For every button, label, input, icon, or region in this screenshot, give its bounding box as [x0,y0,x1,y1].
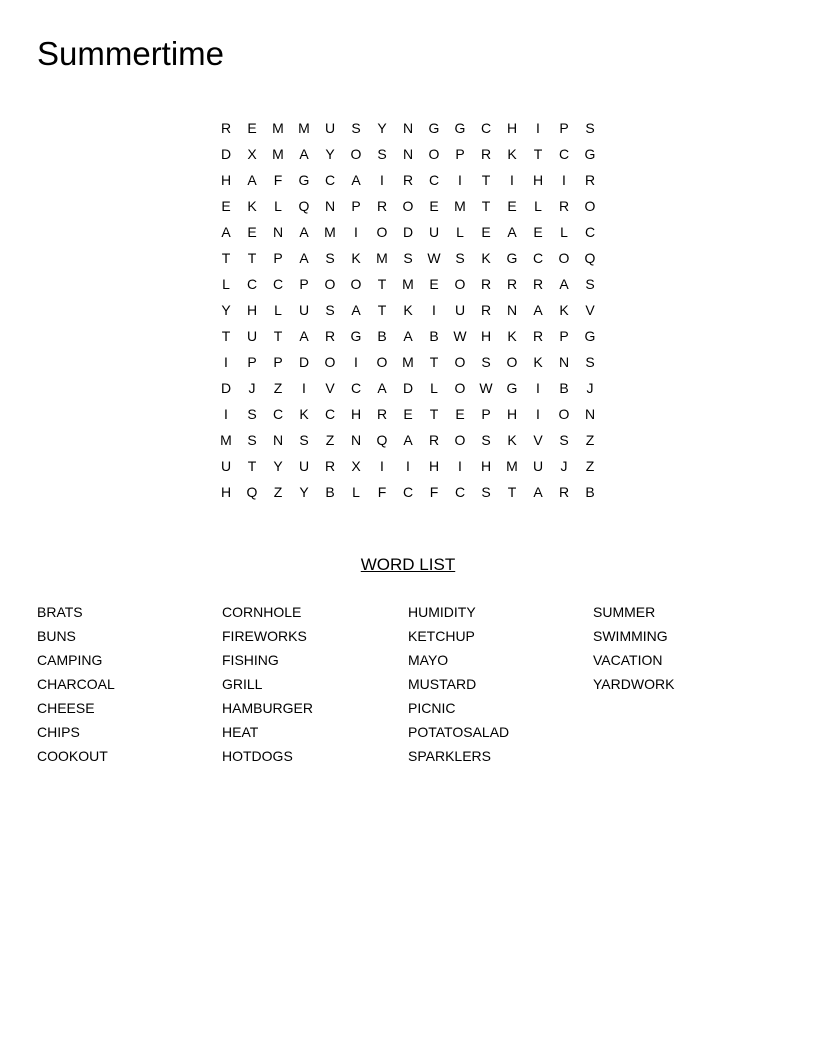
grid-letter: L [274,198,282,214]
word-list-item: COOKOUT [37,748,108,764]
word-list-heading: WORD LIST [360,555,456,574]
grid-letter: O [454,276,466,292]
grid-letter: I [380,172,384,188]
grid-letter: T [221,250,231,266]
grid-letter: T [377,276,387,292]
grid-letter: J [586,380,594,396]
grid-letter: S [585,276,595,292]
grid-letter: E [429,198,439,214]
grid-letter: O [376,224,388,240]
grid-letter: A [533,302,543,318]
grid-letter: H [480,328,492,344]
grid-letter: E [429,276,439,292]
grid-letter: O [454,380,466,396]
grid-letter: R [428,432,440,448]
grid-letter: T [481,172,491,188]
page-title: Summertime [37,35,225,72]
word-list-column-3 [408,600,588,768]
grid-letter: S [455,250,465,266]
grid-letter: M [402,276,414,292]
grid-letter: N [324,198,336,214]
grid-letter: J [560,458,568,474]
grid-letter: U [428,224,440,240]
grid-letter: I [536,380,540,396]
grid-letter: U [220,458,232,474]
grid-letter: W [479,380,493,396]
grid-letter: A [299,328,309,344]
grid-letter: M [324,224,336,240]
grid-letter: R [324,328,336,344]
grid-letter: K [247,198,257,214]
grid-letter: A [351,172,361,188]
grid-letter: D [220,380,232,396]
grid-letter: C [350,380,362,396]
grid-letter: U [532,458,544,474]
grid-letter: P [299,276,309,292]
grid-letter: C [480,120,492,136]
grid-letter: M [376,250,388,266]
grid-letter: G [506,380,518,396]
grid-letter: A [299,250,309,266]
grid-letter: R [558,198,570,214]
grid-letter: B [429,328,439,344]
grid-letter: H [350,406,362,422]
grid-letter: E [403,406,413,422]
grid-letter: U [324,120,336,136]
grid-letter: U [246,328,258,344]
grid-letter: L [352,484,360,500]
grid-letter: R [480,146,492,162]
grid-letter: O [584,198,596,214]
grid-letter: C [324,172,336,188]
grid-letter: A [299,224,309,240]
grid-letter: R [532,328,544,344]
grid-letter: A [247,172,257,188]
grid-letter: E [507,198,517,214]
grid-letter: K [351,250,361,266]
grid-letter: L [430,380,438,396]
grid-letter: A [559,276,569,292]
grid-letter: A [351,302,361,318]
grid-letter: H [506,406,518,422]
grid-letter: O [350,276,362,292]
grid-letter: O [558,406,570,422]
grid-letter: C [324,406,336,422]
grid-letter: O [454,432,466,448]
grid-letter: N [272,224,284,240]
grid-letter: S [481,484,491,500]
grid-letter: S [325,250,335,266]
grid-letter: A [299,146,309,162]
grid-letter: F [429,484,439,500]
grid-letter: Q [298,198,310,214]
grid-letter: C [558,146,570,162]
grid-letter: S [481,354,491,370]
grid-letter: H [428,458,440,474]
grid-letter: N [272,432,284,448]
word-list-item: FISHING [222,652,279,668]
word-list-item: VACATION [593,652,663,668]
grid-letter: I [536,406,540,422]
grid-letter: Z [273,484,283,500]
grid-letter: R [480,302,492,318]
grid-letter: I [406,458,410,474]
grid-letter: K [507,146,517,162]
grid-letter: S [585,354,595,370]
grid-letter: S [351,120,361,136]
grid-letter: W [427,250,441,266]
grid-letter: T [247,250,257,266]
grid-letter: P [455,146,465,162]
grid-letter: P [247,354,257,370]
grid-letter: D [402,224,414,240]
grid-letter: O [402,198,414,214]
word-list-item: CORNHOLE [222,604,302,620]
grid-letter: I [224,406,228,422]
word-list-item: MUSTARD [408,676,477,692]
grid-letter: R [220,120,232,136]
grid-letter: C [272,276,284,292]
grid-letter: S [377,146,387,162]
grid-letter: O [324,276,336,292]
grid-letter: V [533,432,543,448]
grid-letter: K [403,302,413,318]
word-list-item: CHEESE [37,700,95,716]
grid-letter: C [584,224,596,240]
grid-letter: L [456,224,464,240]
grid-letter: A [403,432,413,448]
grid-letter: Y [221,302,231,318]
grid-letter: X [247,146,257,162]
grid-letter: F [377,484,387,500]
grid-letter: Q [246,484,258,500]
grid-letter: G [584,328,596,344]
grid-letter: M [506,458,518,474]
grid-letter: T [533,146,543,162]
grid-letter: L [560,224,568,240]
word-list-column-4 [593,600,773,696]
grid-letter: Z [585,432,595,448]
word-list-item: GRILL [222,676,263,692]
grid-letter: T [273,328,283,344]
word-list-column-2 [222,600,402,768]
grid-letter: I [458,458,462,474]
grid-letter: S [299,432,309,448]
grid-letter: E [481,224,491,240]
grid-letter: O [324,354,336,370]
word-list-item: HAMBURGER [222,700,314,716]
grid-letter: H [532,172,544,188]
grid-letter: R [376,406,388,422]
grid-letter: K [507,432,517,448]
grid-letter: H [246,302,258,318]
word-list-item: CAMPING [37,652,103,668]
grid-letter: R [558,484,570,500]
grid-letter: V [585,302,595,318]
word-list-column-1 [37,600,217,768]
grid-letter: J [248,380,256,396]
grid-letter: P [273,250,283,266]
grid-letter: K [533,354,543,370]
word-search-grid [213,115,603,505]
grid-letter: P [559,120,569,136]
grid-letter: S [559,432,569,448]
grid-letter: E [455,406,465,422]
word-list-item: YARDWORK [593,676,675,692]
word-list-item: CHIPS [37,724,80,740]
grid-letter: R [324,458,336,474]
grid-letter: M [272,146,284,162]
grid-letter: E [221,198,231,214]
grid-letter: T [481,198,491,214]
grid-letter: T [377,302,387,318]
grid-letter: C [428,172,440,188]
word-list-item: MAYO [408,652,449,668]
word-list-item: BRATS [37,604,83,620]
grid-letter: T [247,458,257,474]
grid-letter: U [298,302,310,318]
grid-letter: N [402,120,414,136]
grid-letter: N [506,302,518,318]
grid-letter: G [584,146,596,162]
grid-letter: A [403,328,413,344]
grid-letter: T [221,328,231,344]
grid-letter: A [533,484,543,500]
grid-letter: Y [299,484,309,500]
grid-letter: G [454,120,466,136]
word-list-item: CHARCOAL [37,676,115,692]
word-list-item: KETCHUP [408,628,475,644]
grid-letter: G [506,250,518,266]
grid-letter: Y [325,146,335,162]
grid-letter: R [532,276,544,292]
grid-letter: I [302,380,306,396]
grid-letter: C [454,484,466,500]
grid-letter: C [532,250,544,266]
grid-letter: I [562,172,566,188]
grid-letter: S [247,432,257,448]
grid-letter: P [559,328,569,344]
grid-letter: D [220,146,232,162]
grid-letter: O [506,354,518,370]
grid-letter: M [220,432,232,448]
grid-letter: G [350,328,362,344]
grid-letter: O [454,354,466,370]
grid-letter: H [480,458,492,474]
grid-letter: O [558,250,570,266]
grid-letter: H [506,120,518,136]
grid-letter: C [246,276,258,292]
grid-letter: L [274,302,282,318]
grid-letter: W [453,328,467,344]
grid-letter: H [220,172,232,188]
grid-letter: E [247,120,257,136]
grid-letter: D [298,354,310,370]
grid-letter: S [403,250,413,266]
word-list-item: HOTDOGS [222,748,293,764]
grid-letter: I [510,172,514,188]
grid-letter: B [559,380,569,396]
grid-letter: A [221,224,231,240]
grid-letter: Z [325,432,335,448]
word-list-item: POTATOSALAD [408,724,510,740]
grid-letter: K [481,250,491,266]
word-list-item: PICNIC [408,700,456,716]
grid-letter: E [533,224,543,240]
grid-letter: E [247,224,257,240]
grid-letter: R [376,198,388,214]
grid-letter: Q [376,432,388,448]
grid-letter: B [377,328,387,344]
grid-letter: N [558,354,570,370]
word-list-item: SUMMER [593,604,656,620]
grid-letter: I [380,458,384,474]
grid-letter: R [506,276,518,292]
grid-letter: S [585,120,595,136]
grid-letter: L [534,198,542,214]
word-list-item: BUNS [37,628,76,644]
grid-letter: L [222,276,230,292]
grid-letter: Y [273,458,283,474]
grid-letter: V [325,380,335,396]
grid-letter: T [507,484,517,500]
word-list-item: HUMIDITY [408,604,476,620]
grid-letter: M [272,120,284,136]
grid-letter: S [481,432,491,448]
grid-letter: Z [273,380,283,396]
word-list-item: FIREWORKS [222,628,307,644]
grid-letter: I [536,120,540,136]
grid-letter: K [507,328,517,344]
grid-letter: Q [584,250,596,266]
grid-letter: O [428,146,440,162]
grid-letter: P [351,198,361,214]
grid-letter: T [429,406,439,422]
grid-letter: P [481,406,491,422]
word-list-item: SWIMMING [593,628,668,644]
grid-letter: I [432,302,436,318]
grid-letter: I [354,354,358,370]
grid-letter: K [559,302,569,318]
grid-letter: M [454,198,466,214]
grid-letter: X [351,458,361,474]
grid-letter: U [454,302,466,318]
grid-letter: M [298,120,310,136]
grid-letter: Y [377,120,387,136]
grid-letter: I [354,224,358,240]
word-list-item: HEAT [222,724,259,740]
grid-letter: N [584,406,596,422]
grid-letter: A [507,224,517,240]
grid-letter: R [584,172,596,188]
grid-letter: B [585,484,595,500]
grid-letter: R [402,172,414,188]
grid-letter: A [377,380,387,396]
grid-letter: B [325,484,335,500]
grid-letter: I [458,172,462,188]
grid-letter: P [273,354,283,370]
grid-letter: I [224,354,228,370]
grid-letter: U [298,458,310,474]
grid-letter: N [402,146,414,162]
grid-letter: S [325,302,335,318]
grid-letter: G [298,172,310,188]
grid-letter: T [429,354,439,370]
grid-letter: H [220,484,232,500]
word-list-item: SPARKLERS [408,748,491,764]
grid-letter: R [480,276,492,292]
grid-letter: O [350,146,362,162]
grid-letter: M [402,354,414,370]
grid-letter: Z [585,458,595,474]
grid-letter: F [273,172,283,188]
grid-letter: N [350,432,362,448]
grid-letter: C [402,484,414,500]
grid-letter: O [376,354,388,370]
grid-letter: C [272,406,284,422]
grid-letter: K [299,406,309,422]
grid-letter: G [428,120,440,136]
grid-letter: S [247,406,257,422]
grid-letter: D [402,380,414,396]
